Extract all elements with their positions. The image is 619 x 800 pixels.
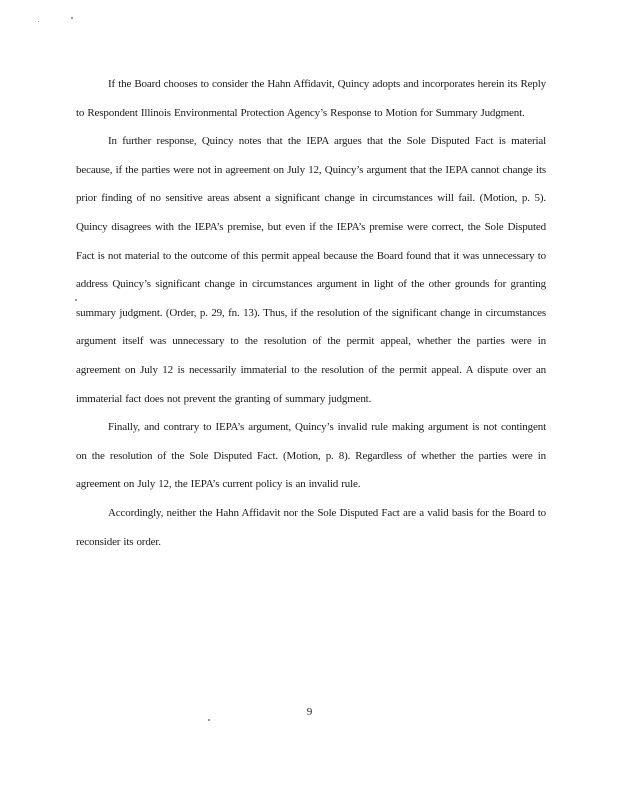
scan-speck — [71, 17, 73, 19]
paragraph-conclusion: Accordingly, neither the Hahn Affidavit nor the Sole Disputed Fact are a valid basis for the Board to reconsider its order. — [76, 506, 546, 548]
document-body — [76, 70, 546, 556]
paragraph-hahn-affidavit: If the Board chooses to consider the Hahn Affidavit, Quincy adopts and incorporates herein its Reply to Respondent Illinois Environmental Protection Agency’s Response to Motion for Summary Judgment. — [76, 78, 546, 119]
scan-speck — [208, 719, 210, 721]
paragraph-further-response: In further response, Quincy notes that the IEPA argues that the Sole Disputed Fact is material because, if the parties were not in agreement on July 12, Quincy’s argument that the IEPA cannot change its prior finding of no sensitive areas absent a significant change in circumstances will fail. (Motion, p. 5). Quincy disagrees with the IEPA’s premise, but even if the IEPA’s premise were correct, the Sole Disputed Fact is not material to the outcome of this permit appeal because the Board found that it was unnecessary to address Quincy’s significant change in circumstances argument in light of the other grounds for granting summary judgment. (Order, p. 29, fn. 13). Thus, if the resolution of the significant change in circumstances argument itself was unnecessary to the resolution of the permit appeal, whether the parties were in agreement on July 12 is necessarily immaterial to the resolution of the permit appeal. A dispute over an immaterial fact does not prevent the granting of summary judgment. — [76, 135, 546, 405]
page-number: 9 — [306, 706, 313, 718]
paragraph-invalid-rule: Finally, and contrary to IEPA’s argument, Quincy’s invalid rule making argument is not contingent on the resolution of the Sole Disputed Fact. (Motion, p. 8). Regardless of whether the parties were in agreement on July 12, the IEPA’s current policy is an invalid rule. — [76, 421, 546, 491]
scan-speck — [38, 21, 39, 22]
